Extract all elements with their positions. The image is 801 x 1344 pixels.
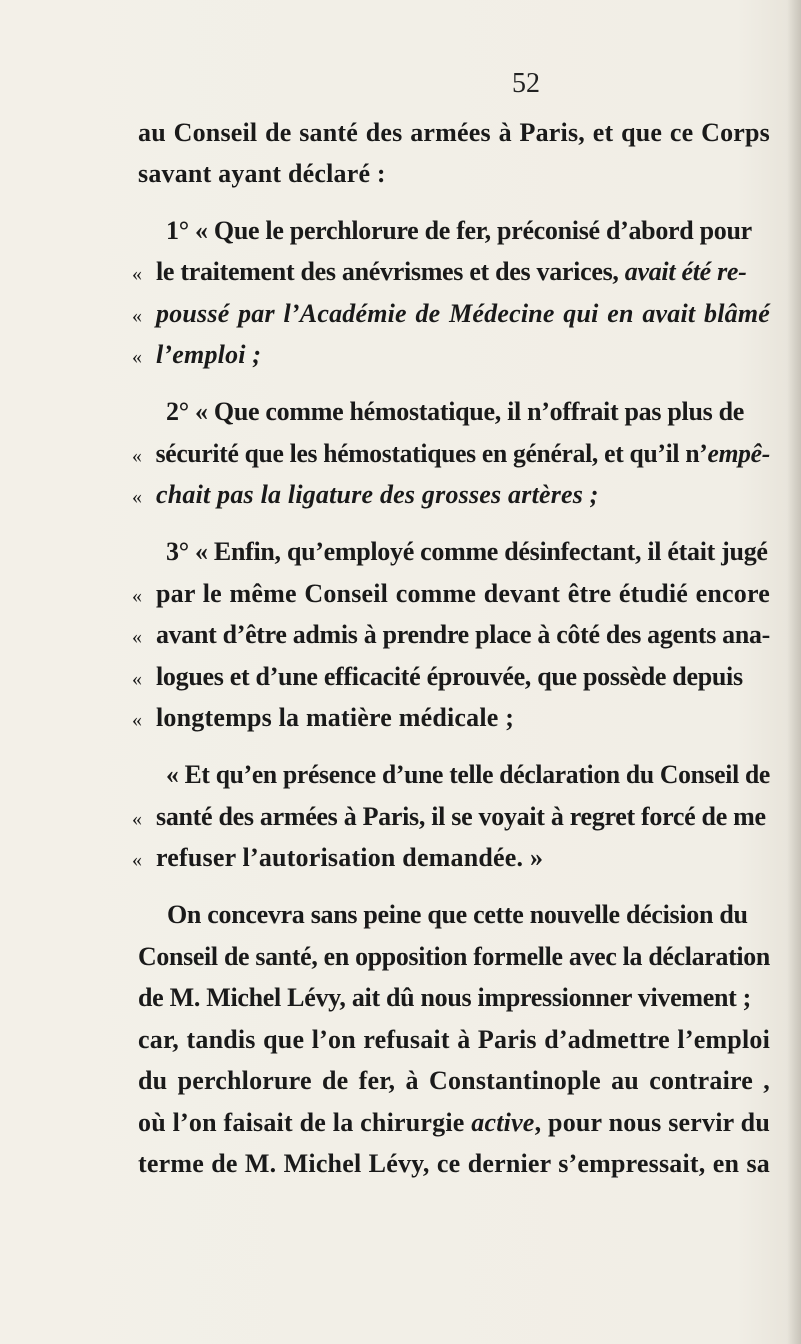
text-line — [132, 579, 770, 611]
text-line — [132, 340, 261, 372]
guillemet: « — [132, 346, 143, 368]
text-line — [166, 760, 770, 790]
guillemet: « — [132, 263, 142, 285]
text-line — [138, 159, 386, 189]
text-segment: où l’on faisait de la chirurgie — [138, 1108, 472, 1137]
text-line — [166, 537, 768, 567]
page-number: 52 — [512, 68, 540, 99]
text-segment: terme de M. Michel Lévy, ce dernier s’empressait, en sa — [138, 1149, 770, 1178]
text-line — [166, 216, 752, 246]
text-line — [138, 118, 770, 148]
line-content — [166, 216, 752, 245]
line-content — [166, 537, 768, 566]
text-segment: le traitement des anévrismes et des varices, — [156, 257, 625, 286]
line-content — [166, 760, 770, 789]
line-content — [132, 439, 770, 468]
line-content — [167, 900, 748, 929]
line-content — [132, 340, 261, 369]
text-line — [132, 703, 514, 735]
text-segment: par le même Conseil comme devant être étudié encore — [156, 579, 770, 608]
text-line — [132, 439, 770, 471]
text-segment: savant ayant déclaré : — [138, 159, 386, 188]
text-line — [138, 1025, 770, 1055]
line-content — [138, 1025, 770, 1054]
guillemet: « — [132, 709, 143, 731]
text-segment: 1° « Que le perchlorure de fer, préconisé d’abord pour — [166, 216, 752, 245]
text-line — [167, 900, 748, 930]
line-content — [138, 983, 751, 1012]
line-content — [132, 620, 770, 649]
text-segment: santé des armées à Paris, il se voyait à regret forcé de me — [156, 802, 766, 831]
line-content — [138, 1066, 770, 1095]
line-content — [132, 703, 514, 732]
line-content — [132, 662, 743, 691]
text-segment: avant d’être admis à prendre place à côté des agents ana- — [155, 620, 770, 649]
text-line — [132, 480, 599, 512]
text-segment: au Conseil de santé des armées à Paris, et que ce Corps — [138, 118, 770, 147]
text-segment: sécurité que les hémostatiques en général, et qu’il n’ — [155, 439, 708, 468]
text-segment: de M. Michel Lévy, ait dû nous impressionner vivement ; — [138, 983, 752, 1012]
line-content — [138, 118, 770, 147]
guillemet: « — [132, 668, 142, 690]
text-line — [138, 983, 751, 1013]
guillemet: « — [132, 486, 143, 508]
text-segment: longtemps la matière médicale ; — [156, 703, 515, 732]
guillemet: « — [132, 849, 143, 871]
line-content — [166, 397, 744, 426]
italic-text: avait été re- — [624, 257, 747, 286]
line-content — [132, 843, 543, 872]
text-segment: logues et d’une efficacité éprouvée, que possède depuis — [156, 662, 743, 691]
text-line — [132, 257, 747, 289]
line-content — [132, 802, 766, 831]
text-line — [166, 397, 744, 427]
text-segment: , pour nous servir du — [534, 1108, 770, 1137]
text-segment: 2° « Que comme hémostatique, il n’offrait pas plus de — [166, 397, 745, 426]
guillemet: « — [132, 808, 142, 830]
line-content — [132, 579, 770, 608]
text-segment: Conseil de santé, en opposition formelle avec la déclaration — [138, 942, 771, 971]
line-content — [132, 480, 599, 509]
text-line — [132, 802, 766, 834]
text-line — [132, 843, 543, 875]
text-segment: refuser l’autorisation demandée. » — [156, 843, 544, 872]
text-segment: car, tandis que l’on refusait à Paris d’admettre l’emploi — [138, 1025, 770, 1054]
italic-text: active — [471, 1108, 535, 1137]
line-content — [138, 1108, 770, 1137]
text-segment: On concevra sans peine que cette nouvelle décision du — [167, 900, 748, 929]
text-segment: « Et qu’en présence d’une telle déclaration du Conseil de — [166, 760, 771, 789]
italic-text: chait pas la ligature des grosses artères ; — [156, 480, 599, 509]
text-segment: du perchlorure de fer, à Constantinople au contraire , — [138, 1066, 770, 1095]
text-line — [132, 620, 770, 652]
italic-text: poussé par l’Académie de Médecine qui en avait blâmé — [156, 299, 770, 328]
line-content — [138, 942, 770, 971]
text-line — [138, 1149, 770, 1179]
text-line — [132, 662, 743, 694]
guillemet: « — [132, 626, 142, 648]
text-line — [138, 942, 770, 972]
guillemet: « — [132, 445, 142, 467]
text-line — [138, 1108, 770, 1138]
line-content — [138, 159, 386, 188]
text-segment: 3° « Enfin, qu’employé comme désinfectant, il était jugé — [166, 537, 768, 566]
line-content — [138, 1149, 770, 1178]
line-content — [132, 299, 770, 328]
line-content — [132, 257, 747, 286]
italic-text: l’emploi ; — [156, 340, 262, 369]
text-line — [132, 299, 770, 331]
italic-text: empê- — [707, 439, 770, 468]
page-edge-shadow — [787, 0, 801, 1344]
guillemet: « — [132, 585, 143, 607]
guillemet: « — [132, 305, 143, 327]
text-line — [138, 1066, 770, 1096]
